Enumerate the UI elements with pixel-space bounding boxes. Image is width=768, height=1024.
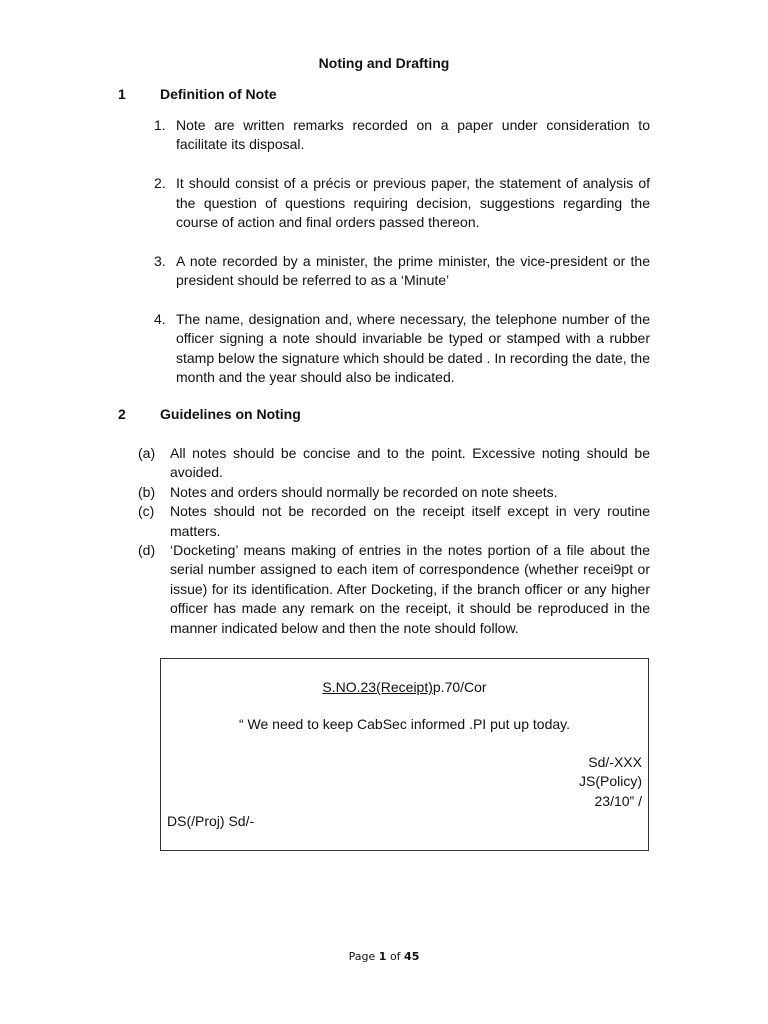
footer-of-word: of [389, 950, 401, 963]
list-item-text: Note are written remarks recorded on a paper under consideration to facilitate its disposal. [176, 117, 650, 153]
list-item-text: It should consist of a précis or previous paper, the statement of analysis of the question of questions requiring decision, suggestions regarding the course of action and final orders passed thereon. [176, 175, 650, 231]
docket-signature-block [579, 753, 642, 811]
definition-list [150, 116, 650, 388]
date-line: 23/10” / [594, 792, 642, 809]
list-marker: 2. [154, 175, 166, 192]
guidelines-list [138, 444, 650, 638]
list-item-text: A note recorded by a minister, the prime minister, the vice-president or the president should be referred to as a ‘Minute’ [176, 252, 650, 289]
list-item [138, 483, 650, 502]
docket-quote: “ We need to keep CabSec informed .PI put up today. [238, 716, 570, 732]
list-marker: (b) [138, 483, 156, 500]
list-item-text: The name, designation and, where necessary, the telephone number of the officer signing a note should invariable be typed or stamped with a rubber stamp below the signature which should be dated . In recording the date, the month and the year should also be indicated. [176, 311, 650, 386]
section-number: 1 [118, 86, 126, 102]
docket-reference-page: p.70/Cor [432, 679, 487, 695]
list-item [150, 252, 650, 291]
list-marker: 4. [154, 311, 166, 328]
page-title: Noting and Drafting [318, 55, 450, 71]
page-footer [0, 947, 768, 966]
section-title: Guidelines on Noting [160, 406, 301, 422]
list-item [150, 116, 650, 155]
list-item [138, 541, 650, 638]
footer-page-word: Page [348, 950, 376, 963]
docket-example-box [160, 658, 649, 851]
list-marker: (c) [138, 503, 155, 520]
list-item [138, 502, 650, 541]
signature-line: Sd/-XXX [588, 754, 642, 770]
docket-reference [161, 678, 648, 697]
section-number: 2 [118, 406, 126, 422]
list-marker: (a) [138, 445, 156, 461]
footer-total-pages: 45 [404, 950, 420, 963]
list-item-text: Notes should not be recorded on the receipt itself except in very routine matters. [170, 503, 650, 539]
list-item-text: All notes should be concise and to the point. Excessive noting should be avoided. [170, 445, 650, 481]
list-item-text: ‘Docketing’ means making of entries in the notes portion of a file about the serial number assigned to each item of correspondence (whether recei9pt or issue) for its identification. After Docketing, if the branch officer or any higher officer has made any remark on the receipt, it should be reproduced in the manner indicated below and then the note should follow. [170, 542, 650, 636]
list-item [150, 310, 650, 388]
designation-line: JS(Policy) [578, 773, 642, 790]
list-marker: 1. [154, 117, 166, 133]
list-item-text: Notes and orders should normally be recorded on note sheets. [170, 483, 558, 500]
docket-reference-underlined: S.NO.23(Receipt) [322, 679, 433, 695]
section-title: Definition of Note [160, 86, 277, 102]
list-marker: (d) [138, 542, 156, 559]
list-item [138, 444, 650, 483]
docket-ds-line: DS(/Proj) Sd/- [167, 813, 255, 829]
list-marker: 3. [154, 252, 166, 269]
list-item [150, 174, 650, 232]
footer-current-page: 1 [378, 950, 387, 963]
